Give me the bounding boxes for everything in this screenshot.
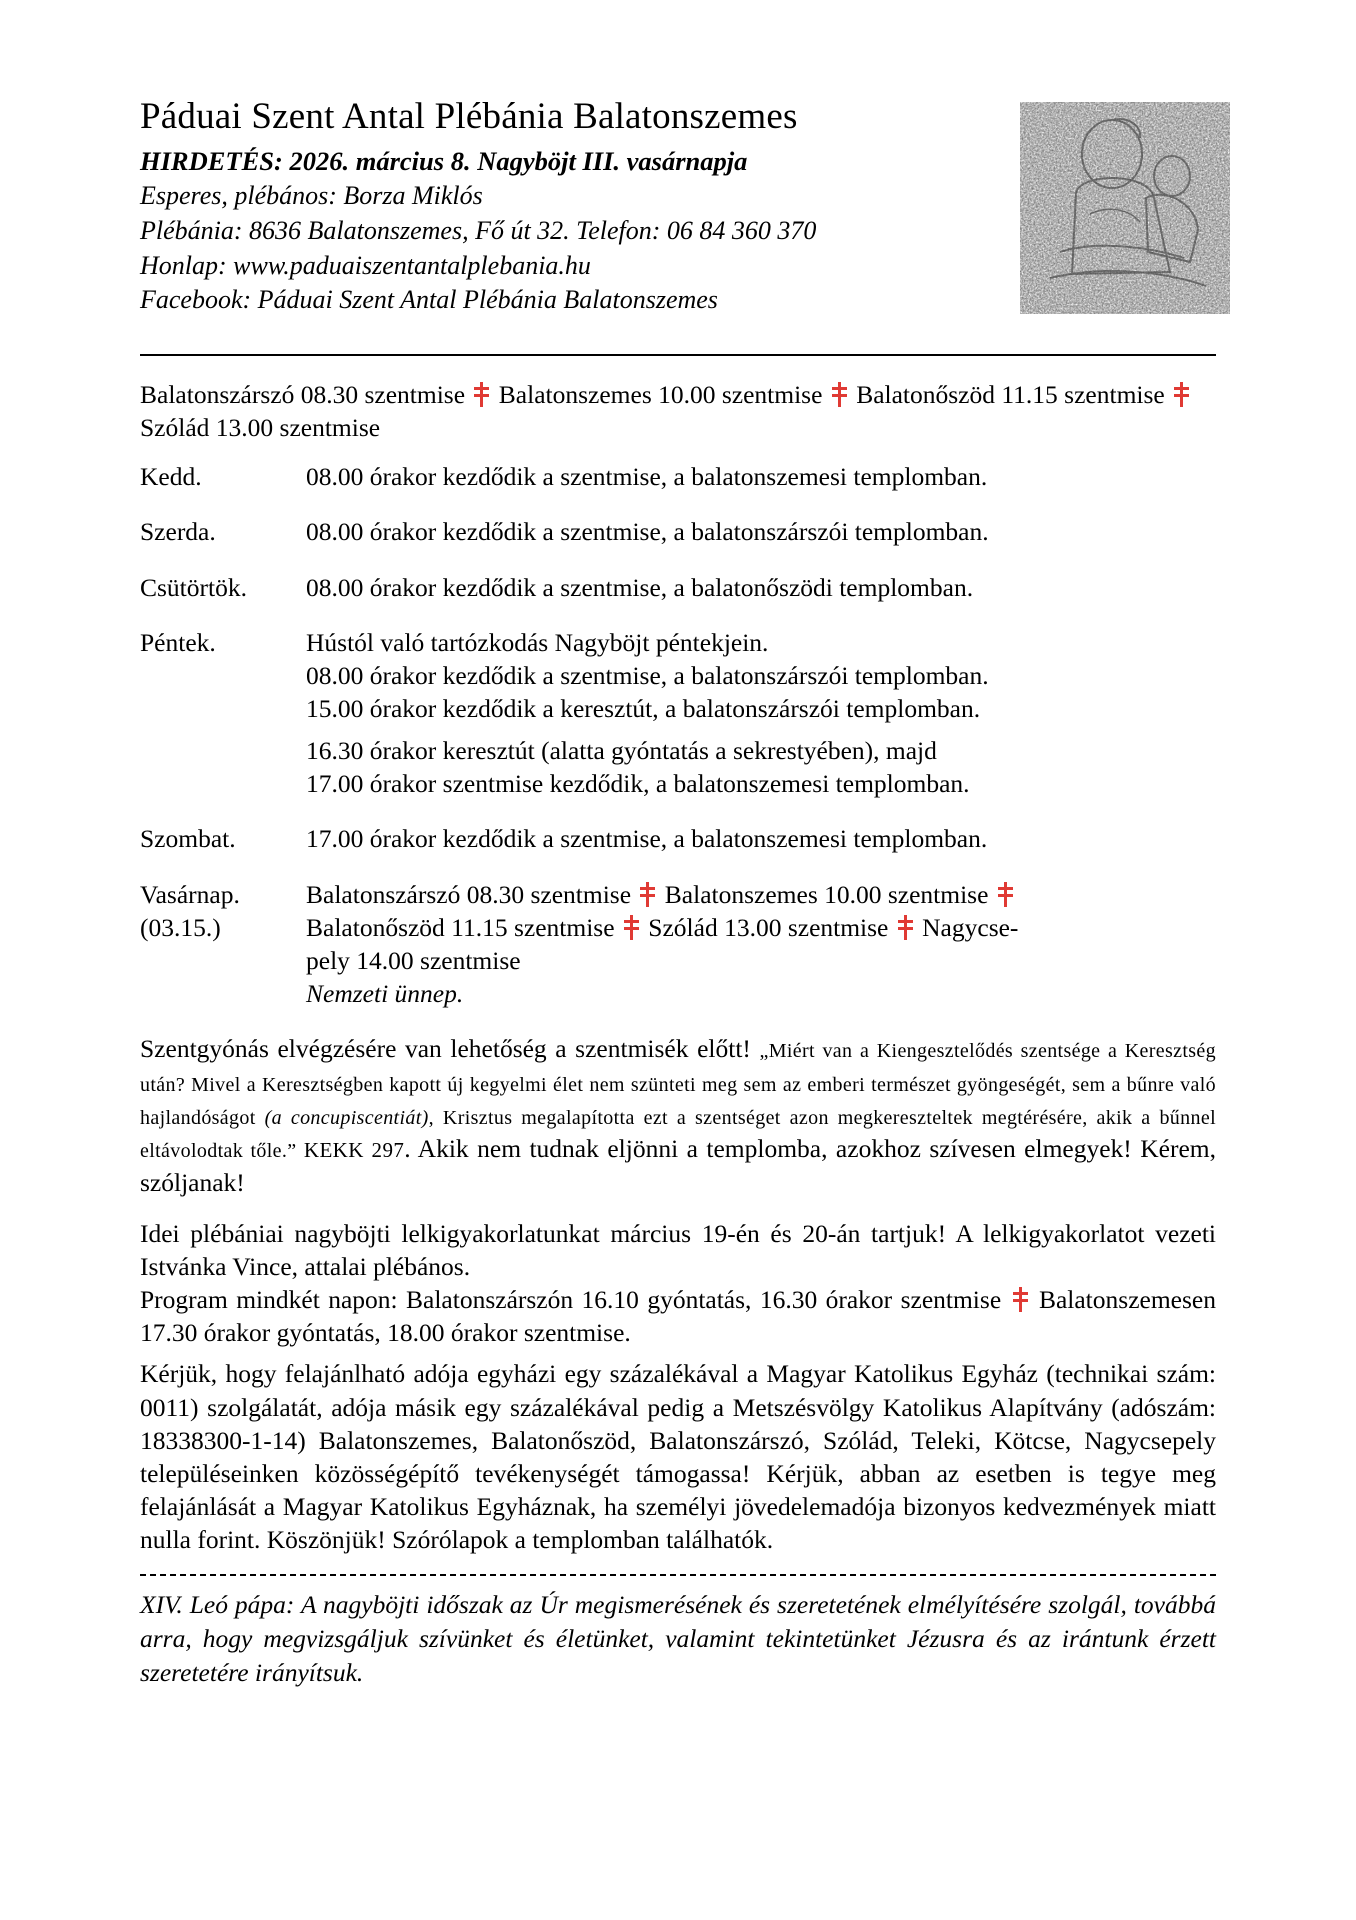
detail-line: 15.00 órakor kezdődik a keresztút, a balatonszárszói templomban. [306, 693, 981, 723]
patriarchal-cross-icon [640, 882, 655, 907]
day-label: Csütörtök. [140, 572, 247, 602]
today-part-2: Balatonszemes 10.00 szentmise [492, 380, 829, 409]
day-label-sunday [140, 878, 306, 1033]
quote-part-1: „Miért van a Kiengesztelődés szentsége a Keresztség után? Mivel a Keresztségben kapott új kegyelmi élet nem szünteti meg sem az emberi természet gyöngeségét, sem a bűnre való hajlandóságot [140, 1040, 1216, 1129]
today-part-3: Balatonőszöd 11.15 szentmise [849, 380, 1172, 409]
sunday-line-3: pely 14.00 szentmise [306, 945, 521, 975]
donation-paragraph: Kérjük, hogy felajánlható adója egyházi egy százalékával a Magyar Katolikus Egyház (technikai szám: 0011) szolgálatát, adója másik egy százalékával pedig a Metszésvölgy Katolikus Alapítvány (adószám: 18338300-1-14) Balatonszemes, Balatonőszöd, Balatonszárszó, Szólád, Teleki, Kötcse, Nagycsepely településeinken közösségépítő tevékenységét támogassa! Kérjük, abban az esetben is tegye meg felajánlását a Magyar Katolikus Egyháznak, ha személyi jövedelemadója bizonyos kedvezmények miatt nulla forint. Köszönjük! Szórólapok a templomban találhatók. [140, 1359, 1216, 1555]
day-label: Szombat. [140, 824, 236, 854]
sunday-line-1 [306, 878, 1216, 911]
patriarchal-cross-icon [898, 915, 913, 940]
quote-latin-term: (a concupiscentiát) [264, 1106, 429, 1129]
facebook-line: Facebook: Páduai Szent Antal Plébánia Balatonszemes [140, 285, 718, 315]
page-title: Páduai Szent Antal Plébánia Balatonszemes [140, 96, 798, 137]
table-row [140, 571, 1216, 626]
patriarchal-cross-icon [1013, 1287, 1028, 1312]
retreat-paragraph [140, 1217, 1216, 1350]
patriarchal-cross-icon [474, 382, 489, 407]
line-gap [306, 725, 1216, 734]
sunday-part-5: Nagycse- [915, 912, 1019, 942]
confession-paragraph [140, 1032, 1216, 1199]
sunday-detail [306, 878, 1216, 1033]
today-part-1: Balatonszárszó 08.30 szentmise [140, 380, 472, 409]
day-detail [306, 460, 1216, 515]
sunday-line-2 [306, 911, 1216, 944]
sunday-part-3: Balatonőszöd 11.15 szentmise [306, 912, 621, 942]
bulletin-body [140, 356, 1216, 1689]
saint-anthony-engraving-icon [1020, 102, 1230, 314]
detail-line: Hústól való tartózkodás Nagyböjt péntekjein. [306, 627, 769, 657]
patriarchal-cross-icon [998, 882, 1013, 907]
sunday-part-4: Szólád 13.00 szentmise [641, 912, 895, 942]
table-row [140, 515, 1216, 570]
day-detail [306, 515, 1216, 570]
national-holiday-note: Nemzeti ünnep. [306, 978, 464, 1008]
detail-line: 17.00 órakor kezdődik a szentmise, a balatonszemesi templomban. [306, 824, 988, 854]
sunday-part-1: Balatonszárszó 08.30 szentmise [306, 879, 638, 909]
detail-line: 16.30 órakor keresztút (alatta gyóntatás a sekrestyében), majd [306, 736, 937, 766]
day-label-date: (03.15.) [140, 912, 221, 942]
website-line: Honlap: www.paduaiszentantalplebania.hu [140, 250, 591, 280]
patriarchal-cross-icon [832, 382, 847, 407]
day-label: Kedd. [140, 462, 202, 492]
today-mass-schedule [140, 378, 1216, 444]
retreat-line-2: Program mindkét napon: Balatonszárszón 16.10 gyóntatás, 16.30 órakor szentmise [140, 1285, 1010, 1315]
confession-outro: . Akik nem tudnak eljönni a templomba, azokhoz szívesen elmegyek! Kérem, szóljanak! [140, 1134, 1216, 1197]
retreat-line-3: Balatonszemesen 17.30 órakor gyóntatás, 18.00 órakor szentmise. [140, 1285, 1216, 1348]
detail-line: 08.00 órakor kezdődik a szentmise, a balatonszárszói templomban. [306, 517, 989, 547]
day-detail [306, 822, 1216, 877]
day-label: Vasárnap. [140, 879, 240, 909]
day-label: Péntek. [140, 627, 216, 657]
table-row [140, 822, 1216, 877]
quote-part-2: , Krisztus megalapította ezt a szentséget azon megkereszteltek megtérésére, akik a bűnnel eltávolodtak tőle.” [140, 1106, 1216, 1163]
address-line: Plébánia: 8636 Balatonszemes, Fő út 32. Telefon: 06 84 360 370 [140, 215, 817, 245]
pope-quote: XIV. Leó pápa: A nagyböjti időszak az Úr megismerésének és szeretetének elmélyítésére szolgál, továbbá arra, hogy megvizsgáljuk szívünket és életünket, valamint tekintetünket Jézusra és az irántunk érzett szeretetére irányítsuk. [140, 1590, 1216, 1687]
table-row [140, 626, 1216, 823]
table-row [140, 878, 1216, 1033]
detail-line: 08.00 órakor kezdődik a szentmise, a balatonszemesi templomban. [306, 462, 988, 492]
footer-divider [140, 1574, 1216, 1576]
masthead-text-block [140, 96, 1030, 318]
today-part-4: Szólád 13.00 szentmise [140, 413, 381, 443]
patriarchal-cross-icon [624, 915, 639, 940]
masthead [140, 96, 1216, 328]
sunday-part-2: Balatonszemes 10.00 szentmise [658, 879, 995, 909]
day-label: Szerda. [140, 517, 216, 547]
day-detail [306, 571, 1216, 626]
day-detail [306, 626, 1216, 823]
dean-line: Esperes, plébános: Borza Miklós [140, 181, 483, 211]
weekly-schedule-table [140, 460, 1216, 1032]
detail-line: 08.00 órakor kezdődik a szentmise, a balatonőszödi templomban. [306, 572, 974, 602]
table-row [140, 460, 1216, 515]
bulletin-date-line: HIRDETÉS: 2026. március 8. Nagyböjt III. vasárnapja [140, 146, 748, 177]
detail-line: 08.00 órakor kezdődik a szentmise, a balatonszárszói templomban. [306, 660, 989, 690]
retreat-line-1: Idei plébániai nagyböjti lelkigyakorlatunkat március 19-én és 20-án tartjuk! A lelkigyakorlatot vezeti Istvánka Vince, attalai plébános. [140, 1218, 1216, 1281]
confession-intro: Szentgyónás elvégzésére van lehetőség a szentmisék előtt! [140, 1034, 760, 1064]
detail-line: 17.00 órakor szentmise kezdődik, a balatonszemesi templomban. [306, 769, 970, 799]
patriarchal-cross-icon [1174, 382, 1189, 407]
catechism-reference: KEKK 297 [303, 1138, 405, 1163]
